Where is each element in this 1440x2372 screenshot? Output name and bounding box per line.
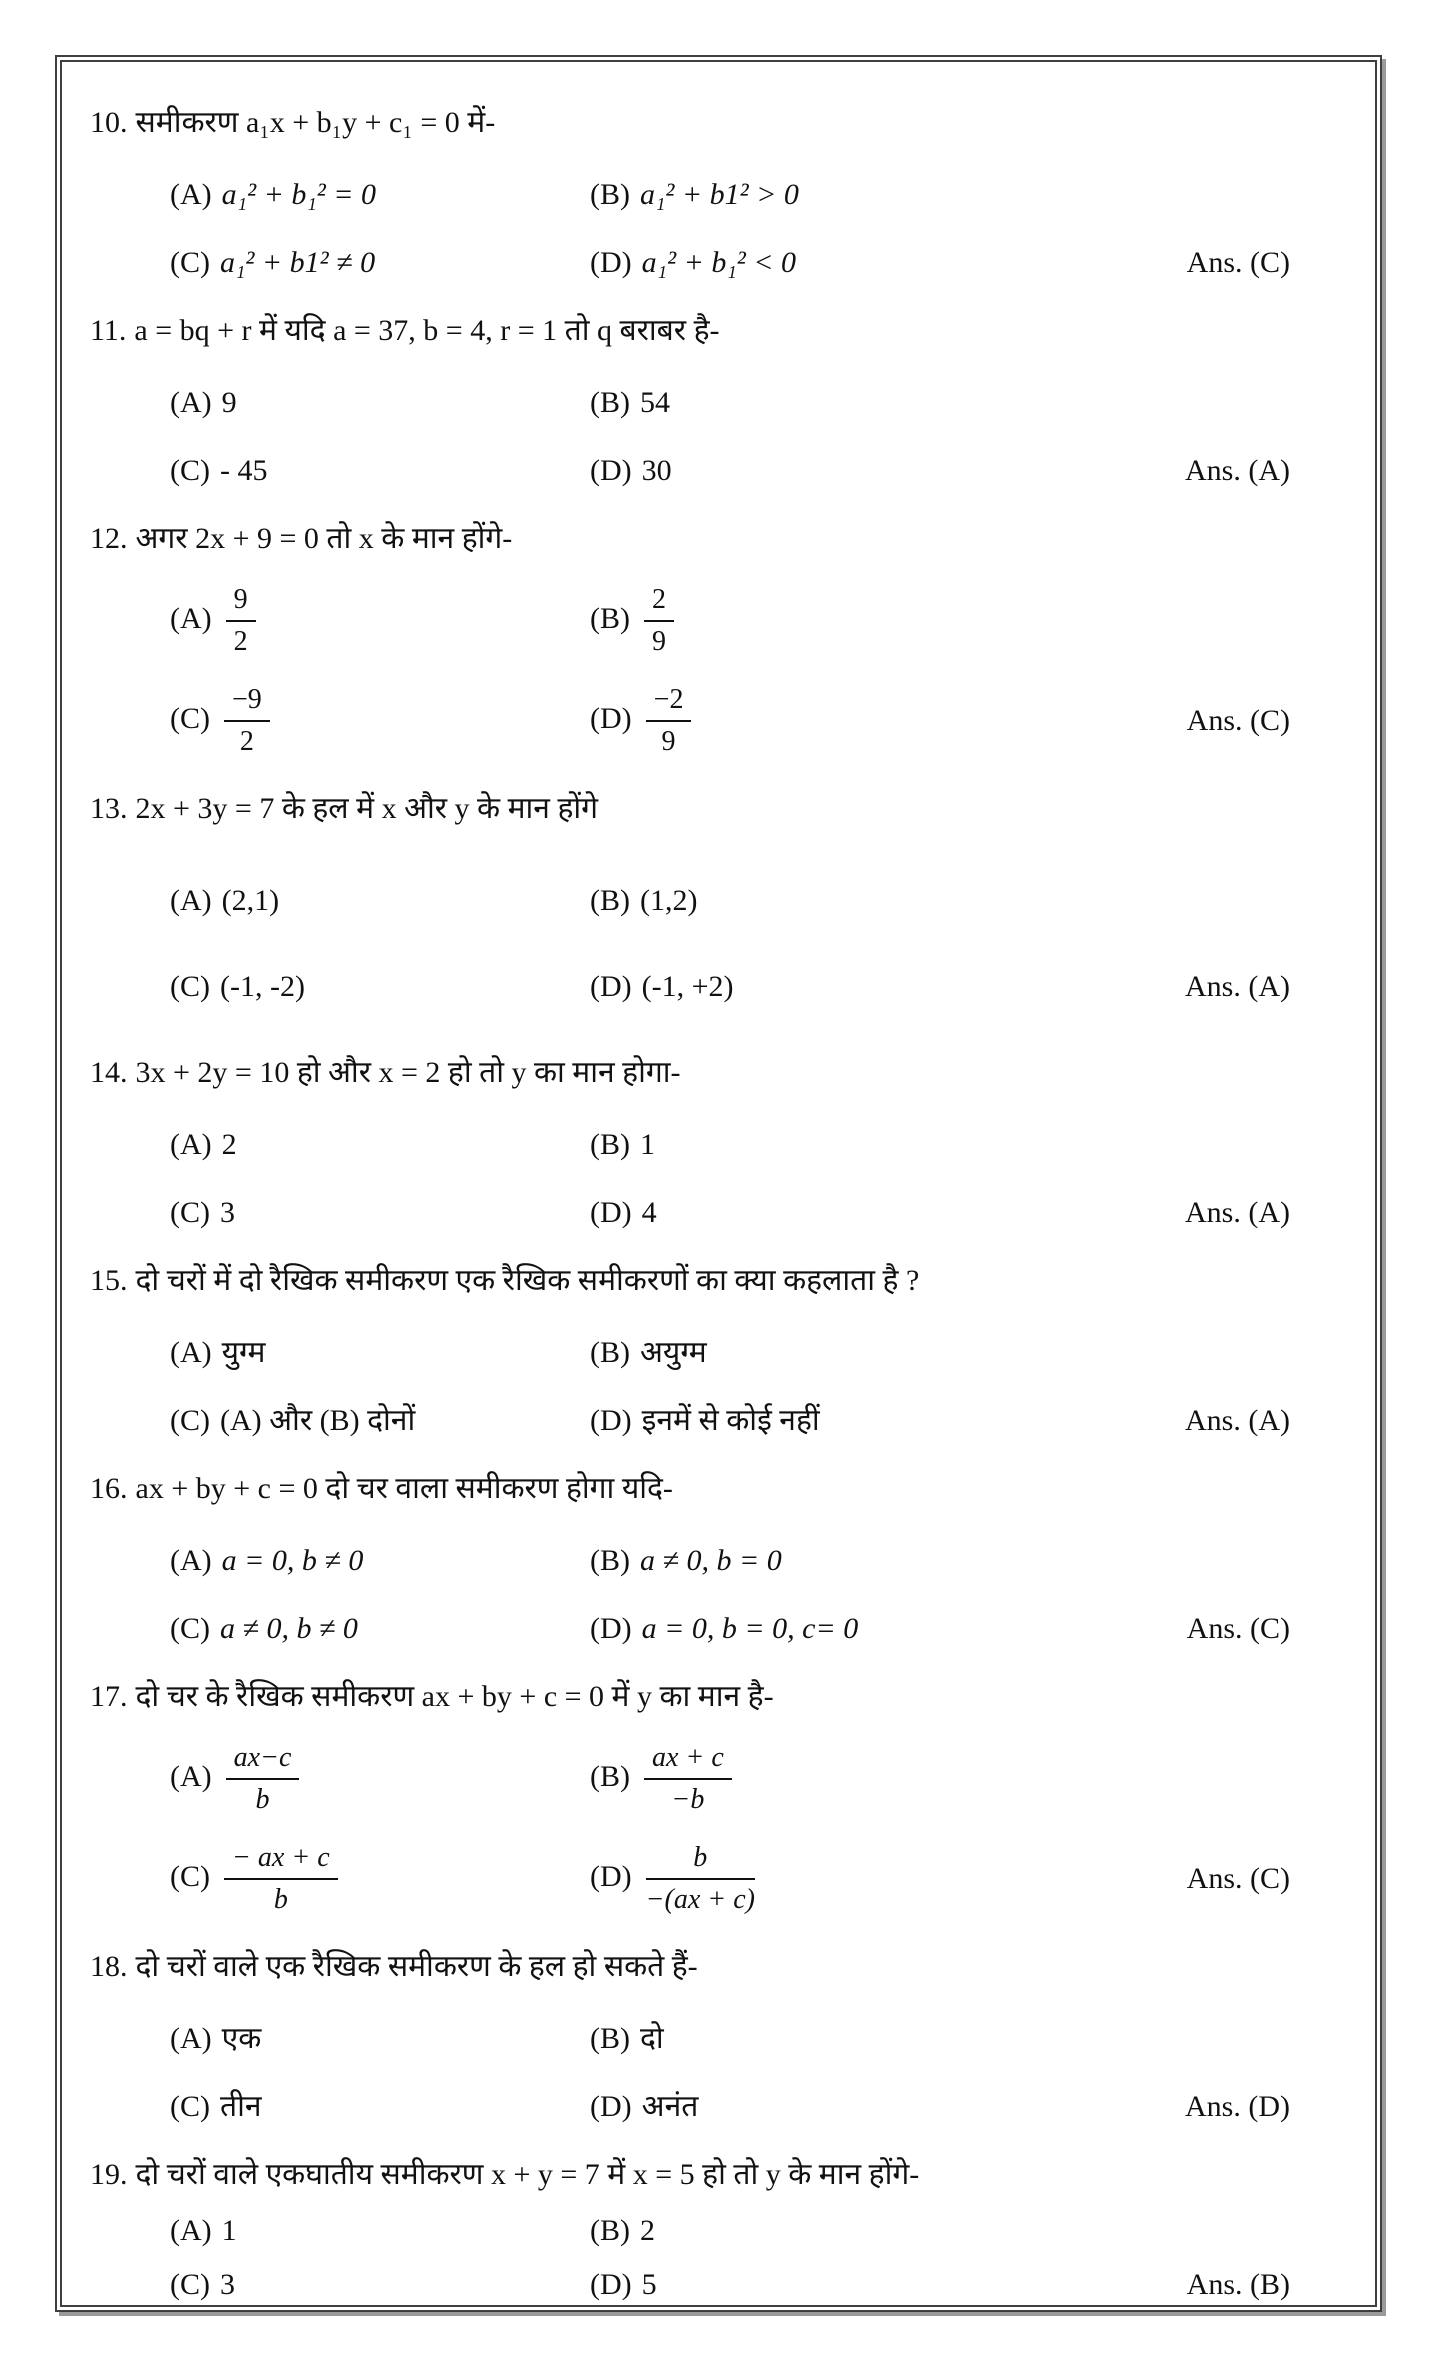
option-c bbox=[170, 450, 590, 492]
question-number: 16. bbox=[90, 1472, 128, 1505]
question-number: 19. bbox=[90, 2158, 128, 2191]
option-text: 2 bbox=[221, 1128, 237, 1161]
option-label: (D) bbox=[590, 2090, 632, 2123]
question-19 bbox=[62, 2154, 1375, 2306]
options-row bbox=[62, 1332, 1375, 1374]
question-15 bbox=[62, 1260, 1375, 1442]
option-label: (B) bbox=[590, 1128, 630, 1161]
option-c bbox=[170, 2086, 590, 2128]
option-label: (B) bbox=[590, 386, 630, 419]
option-b bbox=[590, 174, 1110, 216]
option-d bbox=[590, 966, 1110, 1008]
option-label: (D) bbox=[590, 701, 632, 735]
option-text: 4 bbox=[641, 1196, 657, 1229]
question-title bbox=[62, 102, 1375, 144]
fraction bbox=[644, 1741, 732, 1817]
option-label: (C) bbox=[170, 454, 210, 487]
answer-label: Ans. (C) bbox=[1186, 1862, 1290, 1895]
option-label: (A) bbox=[170, 1544, 212, 1577]
option-b bbox=[590, 2018, 1110, 2060]
options-row bbox=[62, 1400, 1375, 1442]
option-label: (B) bbox=[590, 2214, 630, 2247]
option-label: (A) bbox=[170, 601, 212, 635]
option-label: (B) bbox=[590, 1544, 630, 1577]
fraction bbox=[644, 583, 674, 659]
option-label: (B) bbox=[590, 2022, 630, 2055]
option-d bbox=[590, 683, 1110, 759]
option-label: (A) bbox=[170, 2022, 212, 2055]
option-text: a₁² + b1² ≠ 0 bbox=[220, 246, 376, 279]
option-label: (C) bbox=[170, 701, 210, 735]
option-text: इनमें से कोई नहीं bbox=[641, 1404, 820, 1437]
option-text: a ≠ 0, b ≠ 0 bbox=[220, 1612, 358, 1645]
option-label: (D) bbox=[590, 970, 632, 1003]
fraction-numerator: − ax + c bbox=[224, 1841, 338, 1880]
option-a bbox=[170, 2210, 590, 2252]
fraction bbox=[226, 583, 256, 659]
option-label: (A) bbox=[170, 1759, 212, 1793]
option-c bbox=[170, 1841, 590, 1917]
option-d bbox=[590, 1841, 1110, 1917]
options-row bbox=[62, 1608, 1375, 1650]
option-b bbox=[590, 1540, 1110, 1582]
option-b bbox=[590, 1124, 1110, 1166]
option-text: a₁² + b1² > 0 bbox=[640, 178, 799, 211]
option-label: (C) bbox=[170, 1404, 210, 1437]
option-label: (C) bbox=[170, 246, 210, 279]
question-title bbox=[62, 518, 1375, 560]
options-row bbox=[62, 174, 1375, 216]
fraction-numerator: −2 bbox=[646, 683, 692, 722]
question-14 bbox=[62, 1052, 1375, 1234]
option-label: (C) bbox=[170, 1612, 210, 1645]
option-label: (B) bbox=[590, 1336, 630, 1369]
question-text: समीकरण a₁x + b₁y + c₁ = 0 में- bbox=[135, 106, 496, 139]
option-a bbox=[170, 1741, 590, 1817]
option-b bbox=[590, 2210, 1110, 2252]
option-label: (C) bbox=[170, 1859, 210, 1893]
option-label: (C) bbox=[170, 1196, 210, 1229]
options-row bbox=[62, 450, 1375, 492]
question-10 bbox=[62, 102, 1375, 284]
option-label: (A) bbox=[170, 178, 212, 211]
question-number: 13. bbox=[90, 792, 128, 825]
fraction-numerator: b bbox=[646, 1841, 755, 1880]
fraction-denominator: 2 bbox=[239, 726, 254, 757]
option-text: 3 bbox=[220, 2268, 235, 2301]
option-a bbox=[170, 174, 590, 216]
option-text: a = 0, b ≠ 0 bbox=[221, 1544, 364, 1577]
option-text: 54 bbox=[640, 386, 670, 419]
fraction bbox=[646, 1841, 755, 1917]
option-d bbox=[590, 2264, 1110, 2306]
option-a bbox=[170, 382, 590, 424]
fraction bbox=[226, 1741, 300, 1817]
option-a bbox=[170, 1124, 590, 1166]
question-text: दो चरों में दो रैखिक समीकरण एक रैखिक समीकरणों का क्या कहलाता है ? bbox=[135, 1264, 920, 1297]
option-d bbox=[590, 242, 1110, 284]
option-b bbox=[590, 583, 1110, 659]
option-text: 9 bbox=[221, 386, 237, 419]
fraction-numerator: ax + c bbox=[644, 1741, 732, 1780]
options-row bbox=[62, 242, 1375, 284]
option-text: a ≠ 0, b = 0 bbox=[640, 1544, 782, 1577]
fraction-denominator: b bbox=[255, 1784, 270, 1815]
option-text: (1,2) bbox=[640, 884, 698, 917]
option-text: a = 0, b = 0, c= 0 bbox=[641, 1612, 859, 1645]
options-row bbox=[62, 2086, 1375, 2128]
question-title bbox=[62, 1468, 1375, 1510]
option-a bbox=[170, 880, 590, 922]
option-c bbox=[170, 966, 590, 1008]
answer-label: Ans. (A) bbox=[1185, 454, 1290, 487]
fraction-denominator: 9 bbox=[652, 626, 666, 657]
question-number: 15. bbox=[90, 1264, 128, 1297]
option-text: अयुग्म bbox=[640, 1336, 707, 1369]
option-label: (D) bbox=[590, 1859, 632, 1893]
option-d bbox=[590, 2086, 1110, 2128]
options-row bbox=[62, 880, 1375, 922]
question-number: 18. bbox=[90, 1950, 128, 1983]
option-text: (A) और (B) दोनों bbox=[220, 1404, 416, 1437]
option-label: (B) bbox=[590, 178, 630, 211]
question-title bbox=[62, 2154, 1375, 2196]
question-text: दो चरों वाले एकघातीय समीकरण x + y = 7 में x = 5 हो तो y के मान होंगे- bbox=[135, 2158, 920, 2191]
answer-label: Ans. (C) bbox=[1186, 704, 1290, 737]
option-label: (D) bbox=[590, 1404, 632, 1437]
option-label: (B) bbox=[590, 884, 630, 917]
option-d bbox=[590, 1400, 1110, 1442]
question-11 bbox=[62, 310, 1375, 492]
option-b bbox=[590, 1332, 1110, 1374]
option-label: (D) bbox=[590, 246, 632, 279]
question-text: 3x + 2y = 10 हो और x = 2 हो तो y का मान होगा- bbox=[135, 1056, 681, 1089]
option-a bbox=[170, 2018, 590, 2060]
option-c bbox=[170, 2264, 590, 2306]
option-label: (B) bbox=[590, 601, 630, 635]
question-number: 14. bbox=[90, 1056, 128, 1089]
answer-label: Ans. (A) bbox=[1185, 1196, 1290, 1229]
option-label: (D) bbox=[590, 2268, 632, 2301]
question-title bbox=[62, 310, 1375, 352]
option-text: एक bbox=[221, 2022, 262, 2055]
options-row bbox=[62, 1192, 1375, 1234]
question-title bbox=[62, 788, 1375, 830]
option-text: (2,1) bbox=[221, 884, 280, 917]
options-row bbox=[62, 382, 1375, 424]
option-label: (C) bbox=[170, 2090, 210, 2123]
option-text: (-1, +2) bbox=[641, 970, 734, 1003]
question-number: 17. bbox=[90, 1680, 128, 1713]
options-row bbox=[62, 676, 1375, 766]
option-label: (B) bbox=[590, 1759, 630, 1793]
fraction-denominator: −(ax + c) bbox=[645, 1884, 755, 1915]
fraction-denominator: 2 bbox=[233, 626, 248, 657]
option-label: (A) bbox=[170, 386, 212, 419]
fraction bbox=[224, 683, 270, 759]
question-16 bbox=[62, 1468, 1375, 1650]
option-c bbox=[170, 1192, 590, 1234]
question-text: ax + by + c = 0 दो चर वाला समीकरण होगा यदि- bbox=[135, 1472, 673, 1505]
page-border-frame-inner bbox=[60, 60, 1377, 2307]
options-row bbox=[62, 1834, 1375, 1924]
fraction-numerator: −9 bbox=[224, 683, 270, 722]
question-title bbox=[62, 1946, 1375, 1988]
options-row bbox=[62, 1124, 1375, 1166]
option-text: 5 bbox=[641, 2268, 657, 2301]
option-d bbox=[590, 1192, 1110, 1234]
fraction bbox=[646, 683, 692, 759]
question-title bbox=[62, 1260, 1375, 1302]
option-label: (A) bbox=[170, 1336, 212, 1369]
page-border-frame bbox=[55, 55, 1382, 2312]
options-row bbox=[62, 2264, 1375, 2306]
option-text: a₁² + b₁² = 0 bbox=[221, 178, 376, 211]
options-row bbox=[62, 2210, 1375, 2252]
option-label: (A) bbox=[170, 884, 212, 917]
fraction-numerator: 2 bbox=[644, 583, 674, 622]
question-18 bbox=[62, 1946, 1375, 2128]
option-text: - 45 bbox=[220, 454, 268, 487]
option-a bbox=[170, 583, 590, 659]
answer-label: Ans. (D) bbox=[1185, 2090, 1290, 2123]
answer-label: Ans. (C) bbox=[1186, 1612, 1290, 1645]
option-text: 1 bbox=[221, 2214, 237, 2247]
option-b bbox=[590, 382, 1110, 424]
fraction-denominator: b bbox=[273, 1884, 288, 1915]
option-label: (A) bbox=[170, 2214, 212, 2247]
question-17 bbox=[62, 1676, 1375, 1924]
fraction bbox=[224, 1841, 338, 1917]
option-c bbox=[170, 1400, 590, 1442]
option-c bbox=[170, 1608, 590, 1650]
fraction-numerator: 9 bbox=[226, 583, 256, 622]
answer-label: Ans. (A) bbox=[1185, 970, 1290, 1003]
option-text: 3 bbox=[220, 1196, 235, 1229]
option-d bbox=[590, 1608, 1110, 1650]
option-c bbox=[170, 242, 590, 284]
question-13 bbox=[62, 788, 1375, 1008]
question-number: 11. bbox=[90, 314, 127, 347]
question-text: 2x + 3y = 7 के हल में x और y के मान होंगे bbox=[135, 792, 599, 825]
question-title bbox=[62, 1676, 1375, 1718]
question-title bbox=[62, 1052, 1375, 1094]
option-label: (A) bbox=[170, 1128, 212, 1161]
answer-label: Ans. (B) bbox=[1186, 2268, 1290, 2301]
option-label: (C) bbox=[170, 2268, 210, 2301]
question-12 bbox=[62, 518, 1375, 766]
fraction-numerator: ax−c bbox=[226, 1741, 300, 1780]
option-text: 2 bbox=[640, 2214, 655, 2247]
option-text: युग्म bbox=[221, 1336, 266, 1369]
option-d bbox=[590, 450, 1110, 492]
question-number: 10. bbox=[90, 106, 128, 139]
question-text: अगर 2x + 9 = 0 तो x के मान होंगे- bbox=[135, 522, 513, 555]
question-text: दो चर के रैखिक समीकरण ax + by + c = 0 में y का मान है- bbox=[135, 1680, 774, 1713]
question-text: a = bq + r में यदि a = 37, b = 4, r = 1 तो q बराबर है- bbox=[134, 314, 720, 347]
option-text: 1 bbox=[640, 1128, 655, 1161]
option-b bbox=[590, 880, 1110, 922]
fraction-denominator: −b bbox=[671, 1784, 705, 1815]
answer-label: Ans. (C) bbox=[1186, 246, 1290, 279]
options-row bbox=[62, 576, 1375, 666]
fraction-denominator: 9 bbox=[661, 726, 676, 757]
option-c bbox=[170, 683, 590, 759]
options-row bbox=[62, 1734, 1375, 1824]
option-label: (C) bbox=[170, 970, 210, 1003]
option-label: (D) bbox=[590, 1612, 632, 1645]
option-text: 30 bbox=[641, 454, 672, 487]
option-label: (D) bbox=[590, 1196, 632, 1229]
option-text: तीन bbox=[220, 2090, 262, 2123]
option-text: (-1, -2) bbox=[220, 970, 305, 1003]
option-text: a₁² + b₁² < 0 bbox=[641, 246, 796, 279]
options-row bbox=[62, 1540, 1375, 1582]
options-row bbox=[62, 966, 1375, 1008]
option-b bbox=[590, 1741, 1110, 1817]
question-text: दो चरों वाले एक रैखिक समीकरण के हल हो सकते हैं- bbox=[135, 1950, 698, 1983]
option-text: अनंत bbox=[641, 2090, 699, 2123]
option-text: दो bbox=[640, 2022, 664, 2055]
options-row bbox=[62, 2018, 1375, 2060]
question-number: 12. bbox=[90, 522, 128, 555]
answer-label: Ans. (A) bbox=[1185, 1404, 1290, 1437]
option-a bbox=[170, 1332, 590, 1374]
option-a bbox=[170, 1540, 590, 1582]
option-label: (D) bbox=[590, 454, 632, 487]
